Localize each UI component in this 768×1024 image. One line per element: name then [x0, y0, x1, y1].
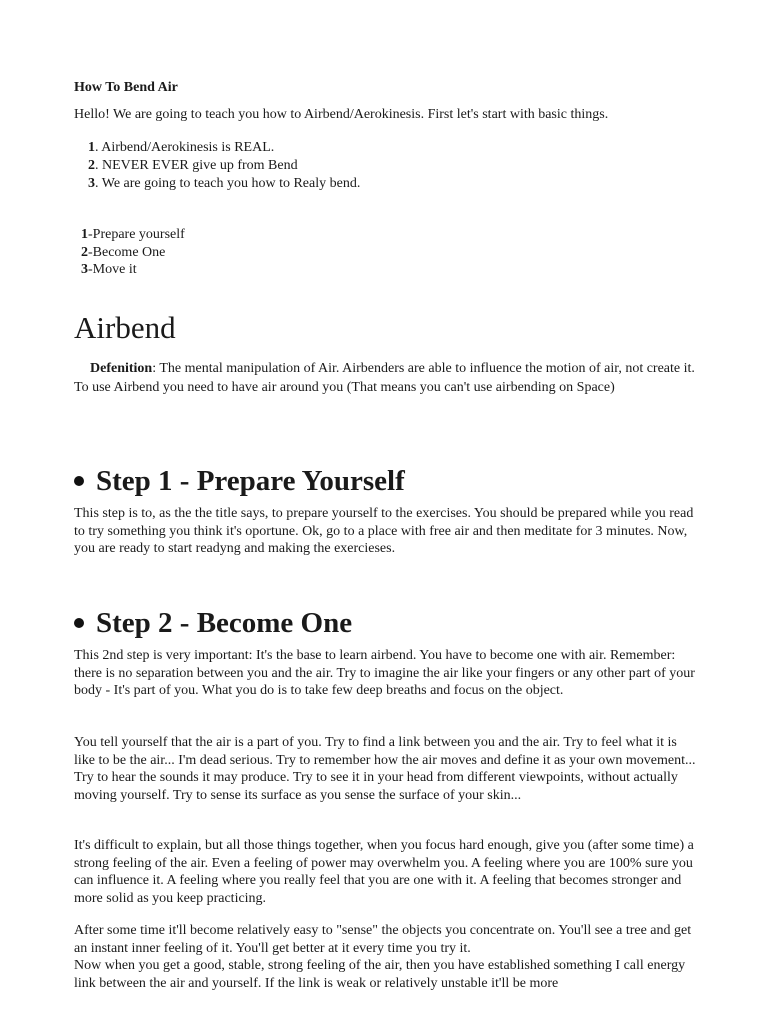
section-heading-airbend: Airbend	[74, 310, 176, 345]
step2-heading	[96, 605, 352, 641]
list-number: 1	[81, 227, 88, 242]
step1-heading-text: Step 1 - Prepare Yourself	[96, 465, 405, 497]
list-number: 3	[88, 176, 95, 191]
list-item	[88, 175, 360, 193]
step1-paragraph: This step is to, as the the title says, to prepare yourself to the exercises. You should be prepared while you read to try something you think it's oportune. Ok, go to a place with free air and then meditate for 3 minutes. Now, you are ready to start readyng and making the exercieses.	[74, 506, 694, 557]
step2-paragraph-1: This 2nd step is very important: It's the base to learn airbend. You have to become one with air. Remember: there is no separation between you and the air. Try to imagine the air like your fingers or any other part of your body - It's part of you. What you do is to take few deep breaths and focus on the object.	[74, 648, 695, 699]
list-number: 1	[88, 140, 95, 155]
step1-heading	[96, 463, 405, 499]
list-item	[81, 226, 185, 244]
list-text: . NEVER EVER give up from Bend	[95, 158, 298, 173]
intro-paragraph: Hello! We are going to teach you how to Airbend/Aerokinesis. First let's start with basic things.	[74, 107, 609, 122]
step2-paragraph-4	[74, 922, 699, 993]
list-item	[88, 139, 360, 157]
list-number: 2	[81, 244, 88, 260]
list-text: . Airbend/Aerokinesis is REAL.	[95, 140, 275, 155]
definition-text: : The mental manipulation of Air. Airbenders are able to influence the motion of air, not create it. To use Airbend you need to have air around you (That means you can't use airbending on Space)	[74, 361, 695, 395]
list-text: . We are going to teach you how to Realy bend.	[95, 176, 361, 191]
definition-paragraph	[74, 359, 704, 397]
bullet-icon	[74, 618, 84, 628]
list-text: -Become One	[88, 244, 166, 260]
definition-label: Defenition	[90, 361, 153, 376]
step2-paragraph-4a: After some time it'll become relatively easy to "sense" the objects you concentrate on. You'll see a tree and get an instant inner feeling of it. You'll get better at it every time you try it.	[74, 923, 692, 956]
step2-heading-text: Step 2 - Become One	[96, 607, 353, 639]
list-item	[88, 157, 360, 175]
list-number: 2	[88, 158, 95, 173]
document-title: How To Bend Air	[74, 80, 178, 95]
bullet-icon	[74, 476, 84, 486]
document-page	[74, 0, 704, 1024]
list-text: -Move it	[88, 262, 137, 277]
list-item	[81, 244, 185, 262]
step2-paragraph-2: You tell yourself that the air is a part of you. Try to find a link between you and the air. Try to feel what it is like to be the air... I'm dead serious. Try to remember how the air moves and define it as your own movement... Try to hear the sounds it may produce. Try to see it in your head from different viewpoints, without actually moving yourself. Try to sense its surface as you sense the surface of your skin...	[74, 735, 696, 804]
step2-paragraph-3: It's difficult to explain, but all those things together, when you focus hard enough, give you (after some time) a strong feeling of the air. Even a feeling of power may overwhelm you. A feeling where you are 100% sure you can influence it. A feeling where you really feel that you are one with it. A feeling that becomes stronger and more solid as you keep practicing.	[74, 838, 694, 907]
list-item	[81, 261, 185, 279]
rules-list	[88, 139, 360, 193]
list-number: 3	[81, 262, 88, 277]
step2-paragraph-4b: Now when you get a good, stable, strong feeling of the air, then you have established something I call energy link between the air and yourself. If the link is weak or relatively unstable it'll be more	[74, 958, 686, 992]
steps-overview-list	[81, 226, 185, 279]
list-text: -Prepare yourself	[88, 227, 185, 242]
